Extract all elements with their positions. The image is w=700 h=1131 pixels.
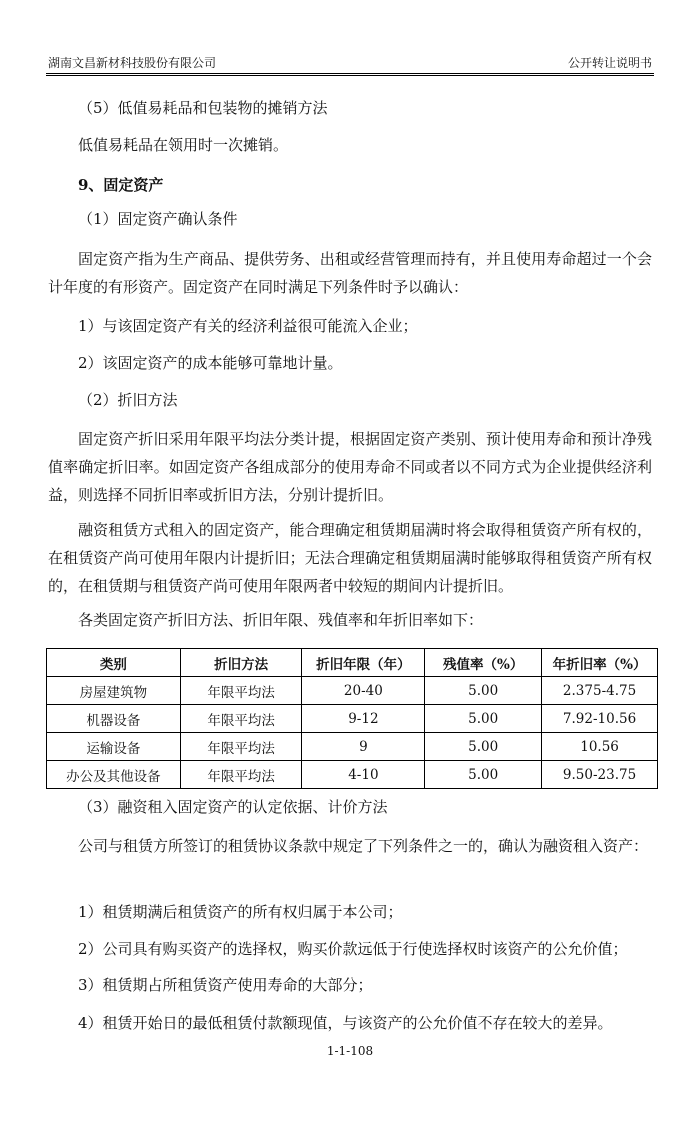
header-rule-thin bbox=[46, 75, 654, 76]
table-header-cell: 折旧方法 bbox=[180, 649, 302, 677]
page-header bbox=[48, 52, 652, 72]
table-cell: 房屋建筑物 bbox=[47, 677, 181, 705]
table-cell: 4-10 bbox=[302, 761, 425, 789]
table-cell: 20-40 bbox=[302, 677, 425, 705]
paragraph-table-intro: 各类固定资产折旧方法、折旧年限、残值率和年折旧率如下： bbox=[78, 611, 484, 629]
table-cell: 办公及其他设备 bbox=[47, 761, 181, 789]
paragraph-condition-1: 1）与该固定资产有关的经济利益很可能流入企业； bbox=[78, 317, 418, 335]
table-cell: 年限平均法 bbox=[180, 677, 302, 705]
table-cell: 5.00 bbox=[425, 705, 542, 733]
table-cell: 9.50-23.75 bbox=[542, 761, 658, 789]
table-row bbox=[47, 761, 658, 789]
table-cell: 年限平均法 bbox=[180, 733, 302, 761]
table-cell: 10.56 bbox=[542, 733, 658, 761]
table-cell: 9-12 bbox=[302, 705, 425, 733]
paragraph-criterion-4: 4）租赁开始日的最低租赁付款额现值，与该资产的公允价值不存在较大的差异。 bbox=[78, 1014, 613, 1032]
paragraph-depreciation-method: 固定资产折旧采用年限平均法分类计提，根据固定资产类别、预计使用寿命和预计净残值率确定折旧率。如固定资产各组成部分的使用寿命不同或者以不同方式为企业提供经济利益，则选择不同折旧率或折旧方法，分别计提折旧。 bbox=[48, 430, 652, 504]
table-cell: 年限平均法 bbox=[180, 761, 302, 789]
table-header-cell: 折旧年限（年） bbox=[302, 649, 425, 677]
table-header-cell: 残值率（%） bbox=[425, 649, 542, 677]
table-header-cell: 类别 bbox=[47, 649, 181, 677]
table-row bbox=[47, 677, 658, 705]
table-row bbox=[47, 705, 658, 733]
paragraph-subheading-2: （2）折旧方法 bbox=[78, 391, 178, 409]
depreciation-table bbox=[46, 648, 658, 789]
paragraph-criterion-2: 2）公司具有购买资产的选择权，购买价款远低于行使选择权时该资产的公允价值； bbox=[78, 940, 628, 958]
paragraph-subheading-3: （3）融资租入固定资产的认定依据、计价方法 bbox=[78, 798, 388, 816]
table-cell: 7.92-10.56 bbox=[542, 705, 658, 733]
header-rule bbox=[46, 73, 654, 74]
paragraph-condition-2: 2）该固定资产的成本能够可靠地计量。 bbox=[78, 354, 343, 372]
header-doc-type: 公开转让说明书 bbox=[567, 56, 652, 70]
header-company: 湖南文昌新材科技股份有限公司 bbox=[48, 56, 217, 70]
table-cell: 2.375-4.75 bbox=[542, 677, 658, 705]
table-header-row bbox=[47, 649, 658, 677]
table-cell: 5.00 bbox=[425, 733, 542, 761]
paragraph-definition: 固定资产指为生产商品、提供劳务、出租或经营管理而持有，并且使用寿命超过一个会计年度的有形资产。固定资产在同时满足下列条件时予以确认： bbox=[48, 250, 652, 296]
table-cell: 年限平均法 bbox=[180, 705, 302, 733]
table-row bbox=[47, 733, 658, 761]
table-cell: 5.00 bbox=[425, 677, 542, 705]
table-header-cell: 年折旧率（%） bbox=[542, 649, 658, 677]
table-cell: 5.00 bbox=[425, 761, 542, 789]
paragraph-amortization: 低值易耗品在领用时一次摊销。 bbox=[78, 136, 289, 154]
paragraph-criterion-1: 1）租赁期满后租赁资产的所有权归属于本公司； bbox=[78, 903, 403, 921]
page-number: 1-1-108 bbox=[326, 1044, 374, 1058]
paragraph-subheading-1: （1）固定资产确认条件 bbox=[78, 210, 238, 228]
paragraph-finance-lease: 融资租赁方式租入的固定资产，能合理确定租赁期届满时将会取得租赁资产所有权的，在租赁资产尚可使用年限内计提折旧；无法合理确定租赁期届满时能够取得租赁资产所有权的，在租赁期与租赁资产尚可使用年限两者中较短的期间内计提折旧。 bbox=[48, 521, 652, 595]
table-cell: 9 bbox=[302, 733, 425, 761]
section-heading-9: 9、固定资产 bbox=[78, 176, 164, 194]
paragraph-criterion-3: 3）租赁期占所租赁资产使用寿命的大部分； bbox=[78, 976, 373, 994]
table-cell: 运输设备 bbox=[47, 733, 181, 761]
paragraph-lease-criteria: 公司与租赁方所签订的租赁协议条款中规定了下列条件之一的，确认为融资租入资产： bbox=[78, 837, 649, 855]
paragraph-subheading-5: （5）低值易耗品和包装物的摊销方法 bbox=[78, 99, 328, 117]
table-cell: 机器设备 bbox=[47, 705, 181, 733]
